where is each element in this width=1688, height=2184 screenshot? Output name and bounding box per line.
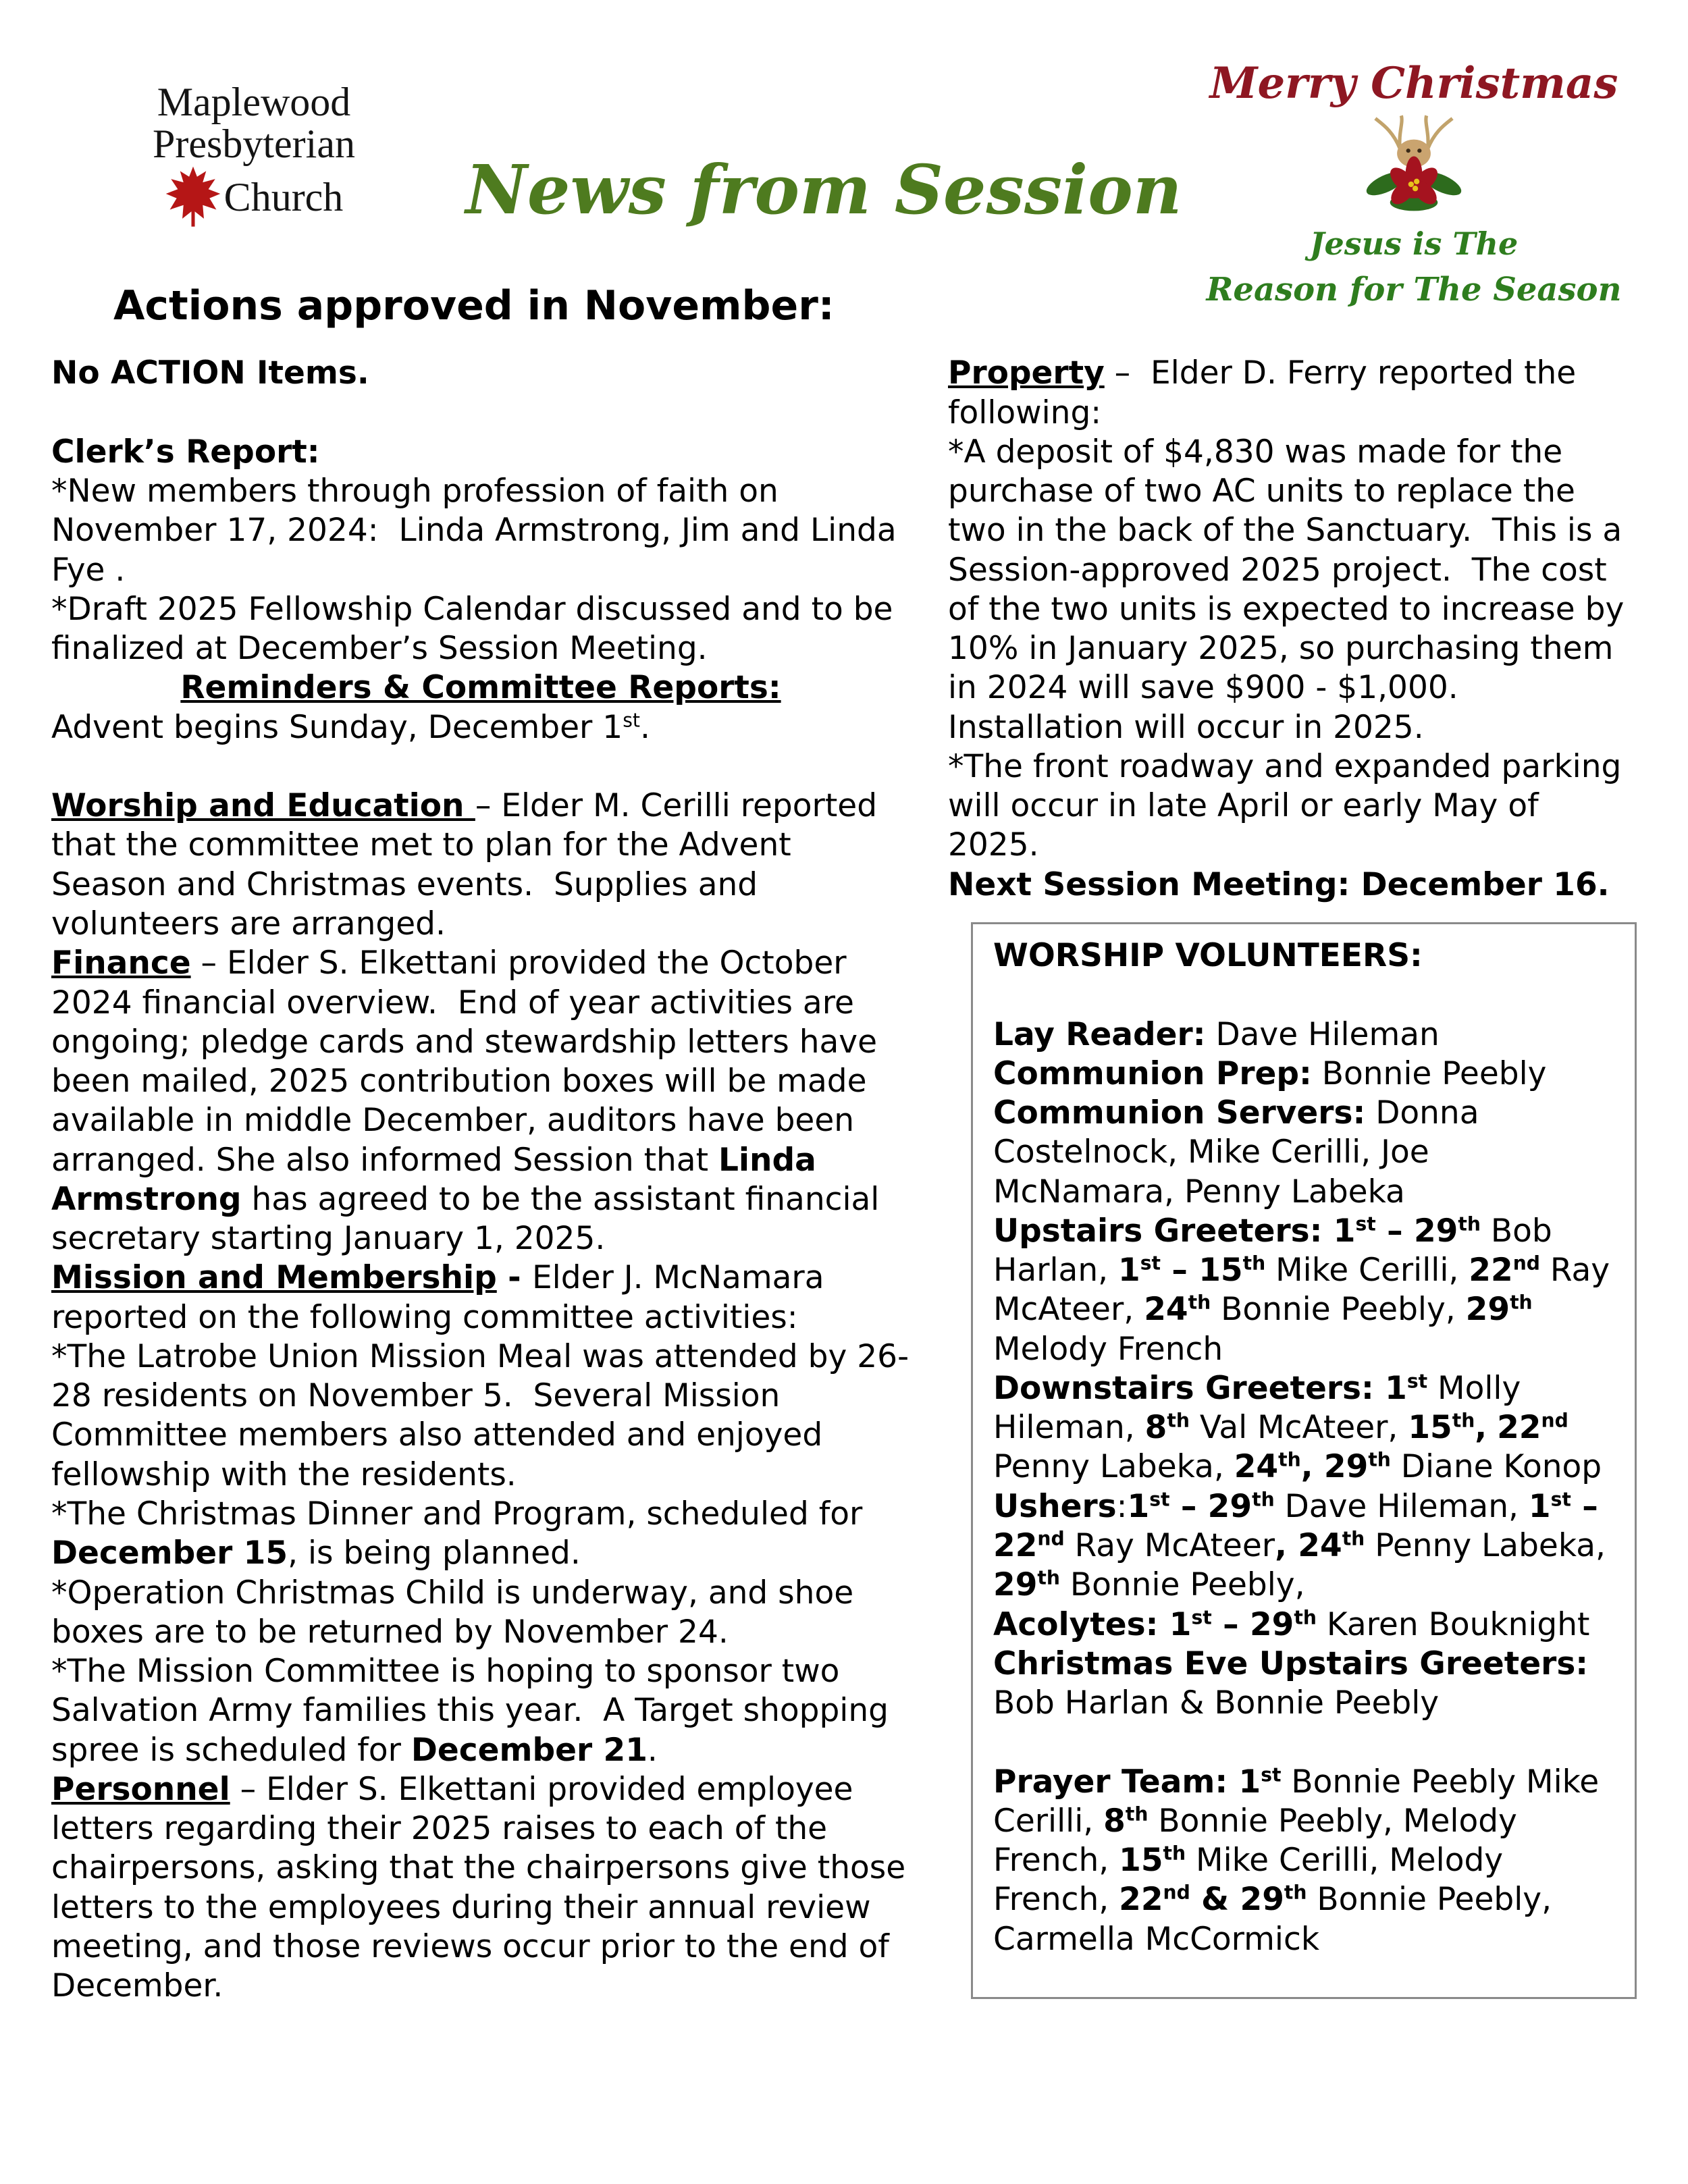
text-run: 29	[1323, 1448, 1369, 1486]
paragraph	[51, 787, 910, 944]
text-run: *Operation Christmas Child is underway, and shoe boxes are to be returned by November 24.	[51, 1574, 864, 1651]
text-run: & 29	[1190, 1881, 1284, 1919]
text-run: th	[1163, 1842, 1186, 1865]
jesus-is-the-text: Jesus is The	[1309, 225, 1519, 263]
text-run: ,	[1475, 1409, 1487, 1447]
text-run: nd	[1163, 1881, 1190, 1904]
paragraph	[948, 433, 1637, 747]
text-run: st	[1149, 1488, 1170, 1511]
text-run: nd	[1037, 1527, 1065, 1550]
text-run: WORSHIP VOLUNTEERS:	[993, 937, 1423, 975]
text-run: *The front roadway and expanded parking will occur in late April or early May of 2025.	[948, 747, 1632, 864]
maple-leaf-icon	[165, 165, 221, 229]
text-run: th	[1252, 1488, 1275, 1511]
text-run: Linda Armstrong	[51, 1141, 828, 1218]
paragraph	[993, 1723, 1614, 1762]
text-run: st	[623, 709, 640, 732]
text-run: has agreed to be the assistant financial secretary starting January 1, 2025.	[51, 1180, 890, 1258]
text-run: – Elder S. Elkettani provided employee letters regarding their 2025 raises to each of the chairpersons, asking that the chairpersons give those letters to the employees during their annual review meeting, and those reviews occur prior to the end of December.	[51, 1770, 916, 2005]
paragraph	[51, 590, 910, 669]
text-run: Val McAteer,	[1189, 1409, 1408, 1447]
text-run: – Elder M. Cerilli reported that the committee met to plan for the Advent Season and Christmas events. Supplies and volunteers are arranged.	[51, 787, 887, 943]
paragraph	[51, 668, 910, 708]
text-run: 1	[1528, 1487, 1551, 1525]
text-run: Penny Labeka,	[993, 1409, 1579, 1486]
text-run: *New members through profession of faith on November 17, 2024: Linda Armstrong, Jim and Linda Fye .	[51, 473, 907, 589]
text-run: ,	[1300, 1448, 1324, 1486]
newsletter-title: News from Session	[465, 150, 1182, 230]
logo-text-maplewood: Maplewood	[157, 80, 351, 124]
text-run: *Draft 2025 Fellowship Calendar discussed and to be finalized at December’s Session Meeting.	[51, 590, 903, 668]
paragraph	[993, 1055, 1614, 1094]
text-run: th	[1125, 1803, 1149, 1826]
text-run: Melody French	[993, 1291, 1543, 1368]
text-run: 29	[1465, 1291, 1510, 1329]
text-run: Property	[948, 354, 1105, 392]
logo-line-church	[51, 165, 456, 229]
text-run: .	[647, 1731, 658, 1769]
paragraph	[993, 1094, 1614, 1212]
text-run: – 29	[1169, 1487, 1252, 1525]
paragraph	[51, 1574, 910, 1653]
text-run: Bonnie Peebly,	[1059, 1566, 1305, 1604]
text-run: Worship and Education	[51, 787, 475, 825]
paragraph	[993, 976, 1614, 1015]
text-run: No ACTION Items.	[51, 354, 369, 392]
text-run: – 15	[1160, 1252, 1243, 1289]
text-run: , 24	[1275, 1527, 1342, 1564]
paragraph	[948, 354, 1637, 433]
reason-for-season-text: Reason for The Season	[1206, 271, 1622, 309]
text-run: 15	[1408, 1409, 1452, 1447]
text-run: 1	[1127, 1487, 1150, 1525]
text-run: 8	[1144, 1409, 1167, 1447]
text-run: nd	[1541, 1409, 1568, 1432]
text-run: *The Christmas Dinner and Program, scheduled for	[51, 1495, 873, 1533]
text-run: Bob Harlan,	[993, 1212, 1562, 1289]
paragraph	[993, 1015, 1614, 1055]
text-run: th	[1452, 1409, 1475, 1432]
text-run: Dave Hileman,	[1274, 1487, 1529, 1525]
text-run: 15	[1119, 1842, 1163, 1880]
text-run: 22	[1119, 1881, 1163, 1919]
text-run: – 29	[1375, 1212, 1458, 1250]
text-run: 24	[1234, 1448, 1279, 1486]
text-run: Molly Hileman,	[993, 1369, 1531, 1447]
text-run: nd	[1512, 1252, 1540, 1275]
text-run: th	[1284, 1881, 1307, 1904]
paragraph	[51, 1652, 910, 1770]
text-run: Downstairs Greeters: 1	[993, 1369, 1407, 1407]
text-run: Bob Harlan & Bonnie Peebly	[993, 1645, 1599, 1722]
text-run: Personnel	[51, 1770, 230, 1808]
text-run: th	[1242, 1252, 1266, 1275]
text-run: Bonnie Peebly	[1311, 1055, 1547, 1092]
text-run: 24	[1144, 1291, 1188, 1329]
text-run: Mission and Membership	[51, 1259, 497, 1297]
text-run: Reminders & Committee Reports:	[180, 669, 781, 707]
paragraph	[51, 944, 910, 1258]
text-run: st	[1550, 1488, 1571, 1511]
text-run: Elder J. McNamara reported on the following committee activities:	[51, 1259, 835, 1336]
text-run: th	[1037, 1566, 1060, 1589]
text-run: Bonnie Peebly,	[1211, 1291, 1466, 1329]
text-run: – 29	[1211, 1605, 1294, 1643]
text-run: 8	[1103, 1802, 1126, 1840]
text-run: 22	[1469, 1252, 1513, 1289]
left-column	[51, 354, 916, 2006]
text-run: Mike Cerilli,	[1265, 1252, 1469, 1289]
text-run: Finance	[51, 944, 191, 982]
header	[51, 38, 1637, 311]
text-run: 22	[1497, 1409, 1541, 1447]
text-run: Next Session Meeting: December 16.	[948, 865, 1610, 903]
text-run: th	[1294, 1605, 1317, 1628]
text-run: Lay Reader:	[993, 1015, 1206, 1053]
text-run: Mike Cerilli, Melody French,	[993, 1842, 1514, 1919]
text-run: 29	[993, 1566, 1038, 1604]
columns-container	[51, 354, 1637, 2006]
text-run: December 15	[51, 1535, 288, 1572]
christmas-decoration-icon	[1344, 110, 1484, 222]
text-run: Upstairs Greeters: 1	[993, 1212, 1356, 1250]
paragraph	[993, 936, 1614, 976]
paragraph	[51, 1770, 916, 2006]
paragraph	[993, 1645, 1614, 1724]
text-run: Donna Costelnock, Mike Cerilli, Joe McNamara, Penny Labeka	[993, 1094, 1489, 1210]
right-column-text	[948, 354, 1637, 905]
text-run: Ray McAteer,	[993, 1252, 1620, 1329]
right-column	[948, 354, 1637, 2006]
text-run: Bonnie Peebly, Melody French,	[993, 1802, 1527, 1880]
text-run: , is being planned.	[288, 1535, 581, 1572]
text-run: st	[1261, 1763, 1282, 1786]
text-run: Communion Prep:	[993, 1055, 1312, 1092]
text-run: Clerk’s Report:	[51, 433, 320, 471]
text-run: Bonnie Peebly, Carmella McCormick	[993, 1881, 1562, 1958]
paragraph	[993, 1605, 1614, 1645]
worship-volunteers-box	[971, 922, 1637, 1999]
actions-approved-heading: Actions approved in November:	[113, 282, 835, 329]
paragraph	[51, 394, 910, 433]
text-run: Communion Servers:	[993, 1094, 1366, 1132]
text-run: th	[1188, 1291, 1211, 1314]
text-run: th	[1458, 1213, 1481, 1235]
text-run: 1	[1118, 1252, 1140, 1289]
christmas-greeting	[1191, 38, 1637, 311]
paragraph	[51, 354, 910, 393]
paragraph	[993, 1369, 1614, 1487]
text-run: st	[1355, 1213, 1376, 1235]
text-run: – Elder D. Ferry reported the following:	[948, 354, 1587, 431]
text-run: Prayer Team: 1	[993, 1763, 1261, 1801]
text-run: Karen Bouknight	[1316, 1605, 1590, 1643]
paragraph	[51, 747, 910, 787]
text-run: th	[1368, 1448, 1391, 1471]
paragraph	[51, 1495, 910, 1574]
paragraph	[51, 472, 910, 590]
church-logo	[51, 38, 456, 229]
paragraph	[51, 1258, 910, 1337]
logo-text-presbyterian: Presbyterian	[153, 122, 355, 167]
text-run: *A deposit of $4,830 was made for the purchase of two AC units to replace the two in the back of the Sanctuary. This is a Session-approved 2025 project. The cost of the two units is expected to increase by 10% in January 2025, so purchasing them in 2024 will save $900 - $1,000. Installation will occur in 2025.	[948, 433, 1635, 746]
paragraph	[993, 1212, 1620, 1369]
text-run: th	[1342, 1527, 1365, 1550]
paragraph	[51, 708, 910, 747]
text-run: Acolytes: 1	[993, 1605, 1192, 1643]
text-run: th	[1278, 1448, 1301, 1471]
text-run: :	[1116, 1487, 1128, 1525]
paragraph	[948, 865, 1637, 905]
text-run: th	[1510, 1291, 1533, 1314]
text-run: Ray McAteer	[1064, 1527, 1275, 1564]
paragraph	[948, 747, 1637, 865]
text-run: st	[1140, 1252, 1161, 1275]
text-run: – Elder S. Elkettani provided the October 2024 financial overview. End of year activities are ongoing; pledge cards and stewardship letters have been mailed, 2025 contribution boxes will be made available in middle December, auditors have been arranged. She also informed Session that	[51, 944, 887, 1179]
text-run: st	[1191, 1605, 1212, 1628]
text-run: st	[1406, 1370, 1428, 1393]
paragraph	[51, 433, 910, 472]
text-run: Bonnie Peebly Mike Cerilli,	[993, 1763, 1610, 1840]
logo-text-church: Church	[223, 174, 344, 219]
text-run: Diane Konop	[1390, 1448, 1602, 1486]
text-run: Penny Labeka,	[1365, 1527, 1616, 1564]
text-run	[1487, 1409, 1497, 1446]
text-run: *The Latrobe Union Mission Meal was attended by 26-28 residents on November 5. Several Mission Committee members also attended and enjoyed fellowship with the residents.	[51, 1337, 909, 1493]
text-run: Ushers	[993, 1487, 1117, 1525]
paragraph	[51, 1337, 910, 1495]
text-run: Dave Hileman	[1205, 1015, 1440, 1053]
text-run: December 21	[411, 1731, 648, 1769]
merry-christmas-text: Merry Christmas	[1209, 58, 1618, 109]
text-run: – 22	[993, 1487, 1610, 1564]
text-run: .	[639, 708, 650, 746]
text-run: -	[496, 1259, 532, 1297]
text-run: Advent begins Sunday, December 1	[51, 708, 623, 746]
paragraph	[993, 1487, 1614, 1605]
text-run: Christmas Eve Upstairs Greeters:	[993, 1645, 1589, 1682]
paragraph	[993, 1763, 1614, 1959]
text-run: th	[1167, 1409, 1190, 1432]
text-run: *The Mission Committee is hoping to sponsor two Salvation Army families this year. A Target shopping spree is scheduled for	[51, 1653, 899, 1769]
